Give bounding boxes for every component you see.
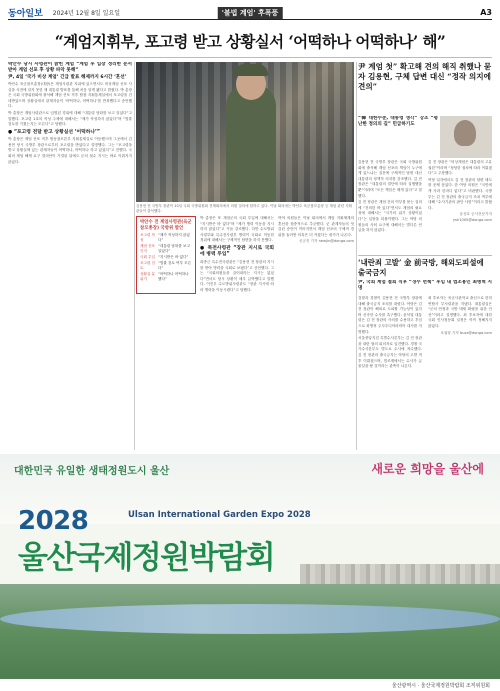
right-column-1 (358, 160, 422, 252)
left-body-1: 박안수 육군참모총장(대장)은 계엄사령관 지위에 있으면서도 비상계엄 선포 사실을 사전에 알지 못한 채 대통령 발표를 통해 처음 알게 됐다고 밝혔다. 박 총장은 국회 국방위원회에 출석해 계엄 선포 직후 합참 지휘통제실에서 포고령을 건네받았으며 상황실에서 관계자들이 ‘어떡하나, 어떡하나’를 반복했다고 증언했다. (8, 82, 132, 109)
right-body-1: 김용현 전 국방부 장관은 국회 국방위원회에 출석해 계엄 선포의 책임이 누구에게 있느냐는 질문에 구체적인 답변 대신 대통령의 정책적 의지를 강조했다. 김 전 장관은 “대통령의 결단에 따라 실행했을 뿐”이라며 “모든 책임은 제게 있다”고 말했다. (358, 160, 422, 198)
left-kicker: 박안수 당시 사령관이 밝힌 계엄 “계엄 후 입장 정리한 문서 받아 계엄 선포 후 상황 파악 못해” (8, 62, 132, 73)
quote-value: “지시받은 바 없다” (158, 255, 189, 259)
column-divider (356, 62, 357, 450)
quote-row (140, 244, 192, 254)
section-divider (358, 255, 492, 256)
masthead (8, 6, 492, 20)
quote-key: 포고령 작성 (140, 233, 156, 242)
right-body-3: 여당 일각에서도 김 전 장관의 답변 태도를 문제 삼았다. 한 여당 의원은 “국민에게 사과 한마디 없다”고 비판했다. 국방부는 김 전 장관의 출국금지 조치 여부에 대해 “수사기관의 판단 사항”이라고 밝혔다. (428, 177, 492, 210)
profile-photo-head (454, 120, 476, 146)
mid-body-1: 검찰과 경찰이 김용현 전 국방부 장관에 대해 출국금지 조치를 내렸다. 야당은 김 전 장관이 해외로 도피할 가능성이 있다며 신속한 수사를 촉구했다. 윤석열 대통령은 김 전 장관의 사의를 수용하고 후임으로 최병혁 주사우디아라비아 대사를 지명했다. (358, 296, 422, 334)
ad-slogan-left: 대한민국 유일한 생태정원도시 울산 (14, 466, 170, 477)
right-quote: 김 전 장관은 “비상계엄은 대통령의 고유 권한”이라며 “정당한 절차에 따라 이뤄졌다”고 주장했다. (428, 160, 492, 176)
mid-headline: ‘내란죄 고발’ 金 前국방, 해외도피설에 출국금지 (358, 258, 484, 277)
ad-footer: 울산광역시 · 울산국제정원박람회 조직위원회 (0, 679, 500, 691)
center-body-2: 곽종근 특수전사령관은 “김용현 전 장관의 지시를 받아 병력을 국회로 보냈다”고 증언했다. 그는 “국회의원들을 끌어내라는 지시는 없었다”면서도 당시 상황이 매우 급박했다고 말했다. 이진우 수도방위사령관도 “장관 지시에 따라 병력을 이동시켰다”고 답했다. (200, 259, 274, 292)
left-kicker-2: 尹, 4일 ‘국가 비상 계엄’ 긴급 발표 해제까지 6시간 ‘혼선’ (8, 75, 127, 80)
dateline: 2024년 12월 8일 일요일 (52, 10, 121, 17)
mid-body-3: 최 후보자는 육군사관학교 출신으로 한미연합사 부사령관을 지냈다. 대통령실은 “군의 안정과 국방 태세 확립을 위한 인선”이라고 설명했다. 최 후보자에 대한 국회 인사청문회 일정은 아직 정해지지 않았다. (428, 296, 492, 328)
mid-column-1 (358, 296, 422, 450)
photo-figure-cap (234, 64, 268, 76)
quote-box-title: 박안수 전 계엄사령관(육군참모총장) 국방위 발언 (140, 220, 192, 231)
center-subhead: ● 특전사령관 “장관 지시로 국회에 병력 투입” (200, 245, 274, 258)
quote-box (136, 216, 196, 294)
right-byline: 윤상호 군사전문기자 ysh1005@donga.com (452, 212, 492, 222)
page-number: A3 (480, 8, 492, 17)
ad-landscape (0, 584, 500, 691)
section-label: '불법 계엄' 후폭풍 (218, 7, 283, 19)
center-body-1: 박 총장은 또 계엄군의 국회 투입에 대해서는 “지시받은 바 없다”며 “제가 병력 이동을 지시하지 않았다”고 거듭 강조했다. 다만 수도방위사령부와 특수전사령부 병력이 국회로 이동한 경위에 대해서는 구체적인 답변을 하지 못했다. (200, 216, 274, 243)
center-column-2 (278, 216, 354, 450)
quote-key: 상황실 분위기 (140, 272, 156, 281)
quote-row (140, 272, 192, 282)
quote-value: “제가 작성하지 않았다” (158, 233, 190, 242)
right-column-2 (428, 160, 492, 252)
newspaper-logo: 동아일보 (8, 9, 43, 19)
column-divider (134, 62, 135, 450)
ad-year: 2028 (18, 506, 89, 536)
main-headline: “계엄지휘부, 포고령 받고 상황실서 ‘어떡하나 어떡하나’ 해” (8, 24, 492, 58)
quote-value: “어떡하나 어떡하나 했다” (158, 272, 189, 281)
profile-photo (440, 116, 492, 158)
left-body-2: 박 총장은 계엄사령관으로 임명된 경위에 대해 “대통령 담화를 보고 알았다”고 말했다. 포고령 1호의 작성 주체에 대해서는 “제가 작성하지 않았다”며 “법률 검토를 거쳤는지는 모른다”고 답했다. (8, 110, 132, 127)
center-body-3: 여야 의원들은 이날 회의에서 계엄 지휘체계의 혼선을 집중적으로 추궁했다. 군 관계자들의 엇갈린 증언이 이어지면서 계엄 선포의 구체적 경위를 둘러싼 의혹은 더 커졌다는 평가가 나온다. (278, 216, 354, 237)
photo-figure-body (226, 84, 276, 202)
left-subhead: ● “포고령 전달 받고 상황실선 ‘어떡하나’” (8, 129, 100, 135)
ad-river (0, 604, 500, 634)
center-byline: 신규진 기자 newjin@donga.com (299, 239, 354, 244)
news-photo (136, 62, 354, 202)
quote-key: 계엄 선포 인지 (140, 244, 156, 253)
photo-caption: 김용현 전 국방부 장관이 10일 국회 국방위원회 전체회의에서 의원 질의에 답하고 있다. 이날 회의에는 박안수 육군참모총장 등 계엄 관련 지휘관들이 출석했다. (136, 204, 353, 213)
ad-slogan-right: 새로운 희망을 울산에 (371, 462, 484, 476)
garden-expo-advertisement (0, 454, 500, 691)
left-body-3: 박 총장은 계엄 선포 직후 합동참모본부 지휘통제실로 이동했으며 그곳에서 김용현 당시 국방부 장관으로부터 포고령을 받았다고 설명했다. 그는 “포고령을 받고 상황실에 있는 관계자들이 어떡하나, 어떡하나 하고 있었다”고 전했다. 국회의 계엄 해제 요구 결의안이 가결된 뒤에도 군의 철수 지시는 바로 이뤄지지 않았다. (8, 137, 132, 164)
quote-row (140, 233, 192, 243)
right-kicker: “韓 대한수준, 대통령 생각” 강조 “평난한 정의의 길” 민급하기도 (358, 116, 438, 127)
quote-value: “대통령 담화를 보고 알았다” (158, 244, 190, 253)
ad-korean-title: 울산국제정원박람회 (18, 540, 275, 576)
quote-value: “법률 검토 여부 모른다” (158, 261, 192, 270)
quote-key: 국회 투입 (140, 255, 156, 259)
mid-kicker-wrap (358, 280, 492, 294)
right-kicker-wrap (358, 116, 438, 136)
ad-english-title: Ulsan International Garden Expo 2028 (128, 510, 311, 520)
mid-kicker: 尹, 국회 계엄 철회 직후 “경수 면책” 후임 내 법조용인 최병혁 지명 (358, 280, 492, 291)
mid-body-2: 서울중앙지검 특별수사본부는 김 전 장관을 내란 혐의 피의자로 입건했다. 경찰 국가수사본부도 별도로 수사에 착수했다. 김 전 장관의 출국금지는 야당의 고발 직후 이뤄졌으며, 법조계에서는 수사가 급물살을 탈 것이라는 관측이 나온다. (358, 336, 422, 369)
mid-column-2 (428, 296, 492, 450)
left-column (8, 62, 132, 450)
right-body-2: 김 전 장관은 계엄 건의 여부를 묻는 질의에 “건의한 바 있다”면서도 계엄의 필요성에 대해서는 “국가의 위기 상황이었다”는 입장을 되풀이했다. 그는 야당 의원들의 사퇴 요구에 대해서는 별다른 언급을 하지 않았다. (358, 200, 422, 233)
quote-row (140, 255, 192, 260)
mid-byline: 조권형 기자 buzz@donga.com (440, 330, 492, 335)
center-column-1 (200, 216, 274, 450)
right-headline: 尹 계엄 첫” 확고해 견의 해직 취했나 묻자 김용현, 구체 답변 대신 “정작 의지에 견의” (358, 62, 492, 91)
quote-key: 포고령 검토 (140, 261, 156, 270)
quote-row (140, 261, 192, 271)
